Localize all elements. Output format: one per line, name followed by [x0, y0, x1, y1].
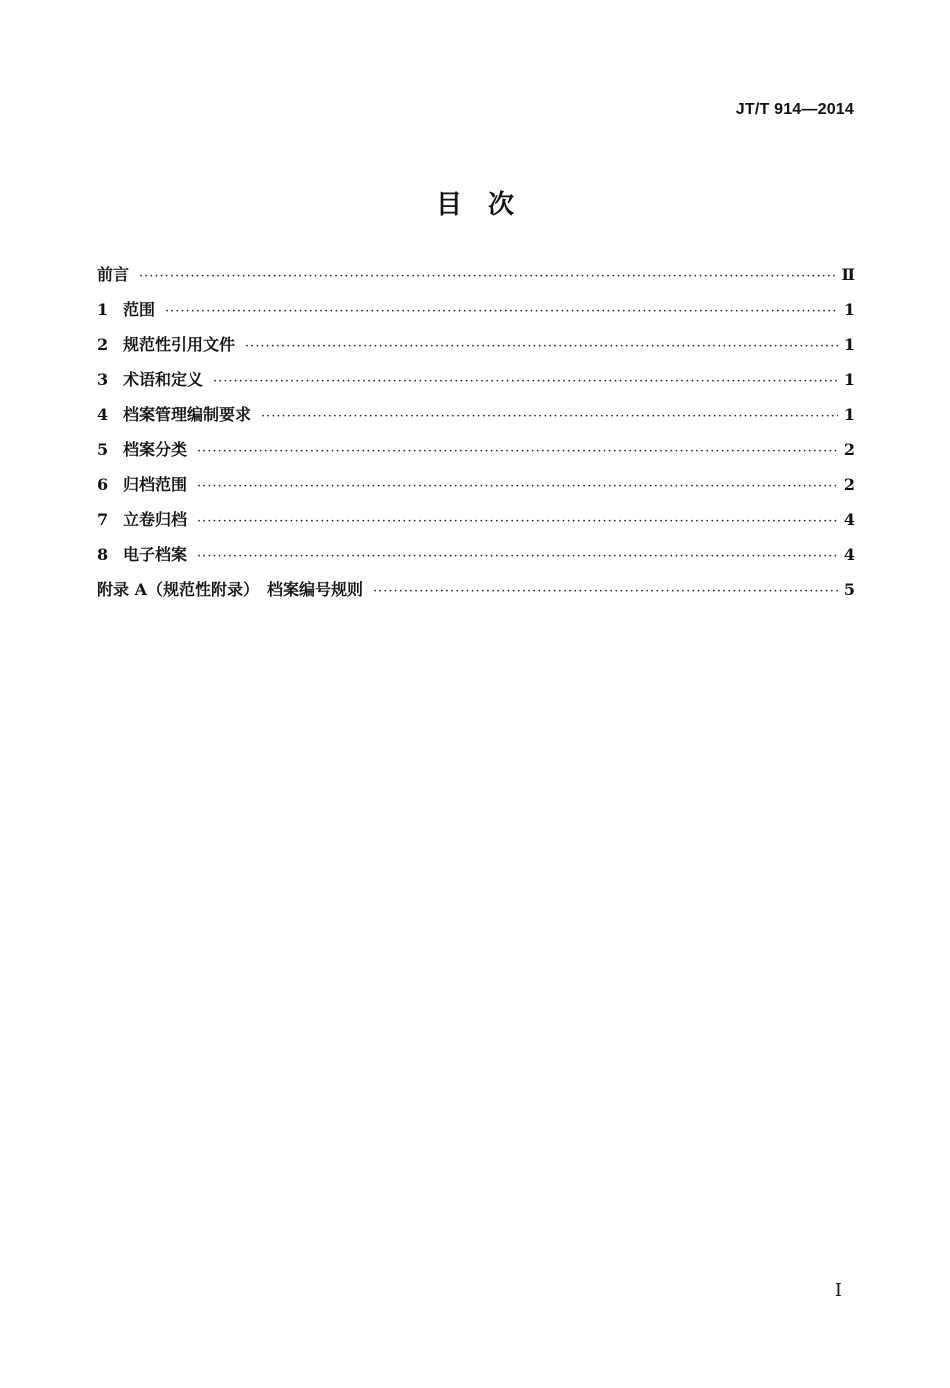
toc-entry-page: 1 [843, 405, 855, 424]
toc-leader-dots [165, 304, 838, 319]
toc-entry-label: 术语和定义 [123, 370, 204, 389]
toc-entry-8[interactable] [97, 542, 855, 577]
toc-leader-dots [213, 374, 838, 389]
toc-entry-label: 前言 [97, 265, 130, 284]
page-title: 目 次 [435, 190, 514, 220]
toc-entry-page: 2 [843, 475, 855, 494]
standard-code: JT/T 914—2014 [735, 101, 854, 118]
toc-entry-label: 规范性引用文件 [123, 335, 236, 354]
toc-entry-4[interactable] [97, 402, 855, 437]
toc-entry-number: 7 [97, 510, 109, 529]
toc-entry-foreword[interactable] [97, 262, 855, 297]
toc-entry-7[interactable] [97, 507, 855, 542]
toc-entry-number: 5 [97, 440, 109, 459]
toc-entry-number: 2 [97, 335, 109, 354]
toc-entry-label: 立卷归档 [123, 510, 188, 529]
toc-entry-label: 档案管理编制要求 [123, 405, 252, 424]
toc-entry-6[interactable] [97, 472, 855, 507]
toc-entry-1[interactable] [97, 297, 855, 332]
toc-entry-number: 4 [97, 405, 109, 424]
toc-entry-page: 1 [843, 335, 855, 354]
toc-entry-label: 归档范围 [123, 475, 188, 494]
page-number: I [834, 1280, 842, 1301]
toc-entry-appendix-a[interactable] [97, 577, 855, 612]
toc-entry-page: 2 [843, 440, 855, 459]
toc-entry-page: Ⅱ [841, 265, 855, 284]
toc-entry-label: 电子档案 [123, 545, 188, 564]
toc-entry-page: 1 [843, 370, 855, 389]
toc-entry-number: 8 [97, 545, 109, 564]
table-of-contents [97, 262, 855, 612]
toc-entry-3[interactable] [97, 367, 855, 402]
toc-entry-2[interactable] [97, 332, 855, 367]
toc-entry-number: 3 [97, 370, 109, 389]
toc-entry-page: 4 [843, 510, 855, 529]
toc-leader-dots [261, 409, 838, 424]
toc-leader-dots [197, 514, 838, 529]
toc-leader-dots [139, 269, 836, 284]
toc-leader-dots [373, 584, 838, 599]
toc-entry-page: 1 [843, 300, 855, 319]
toc-leader-dots [245, 339, 838, 354]
toc-leader-dots [197, 444, 838, 459]
toc-entry-number: 1 [97, 300, 109, 319]
toc-entry-page: 4 [843, 545, 855, 564]
toc-leader-dots [197, 549, 838, 564]
toc-entry-number: 6 [97, 475, 109, 494]
toc-entry-page: 5 [843, 580, 855, 599]
toc-entry-label: 档案分类 [123, 440, 188, 459]
toc-leader-dots [197, 479, 838, 494]
toc-entry-5[interactable] [97, 437, 855, 472]
toc-entry-label: 范围 [123, 300, 156, 319]
toc-entry-label: 附录 A（规范性附录） 档案编号规则 [97, 580, 363, 599]
